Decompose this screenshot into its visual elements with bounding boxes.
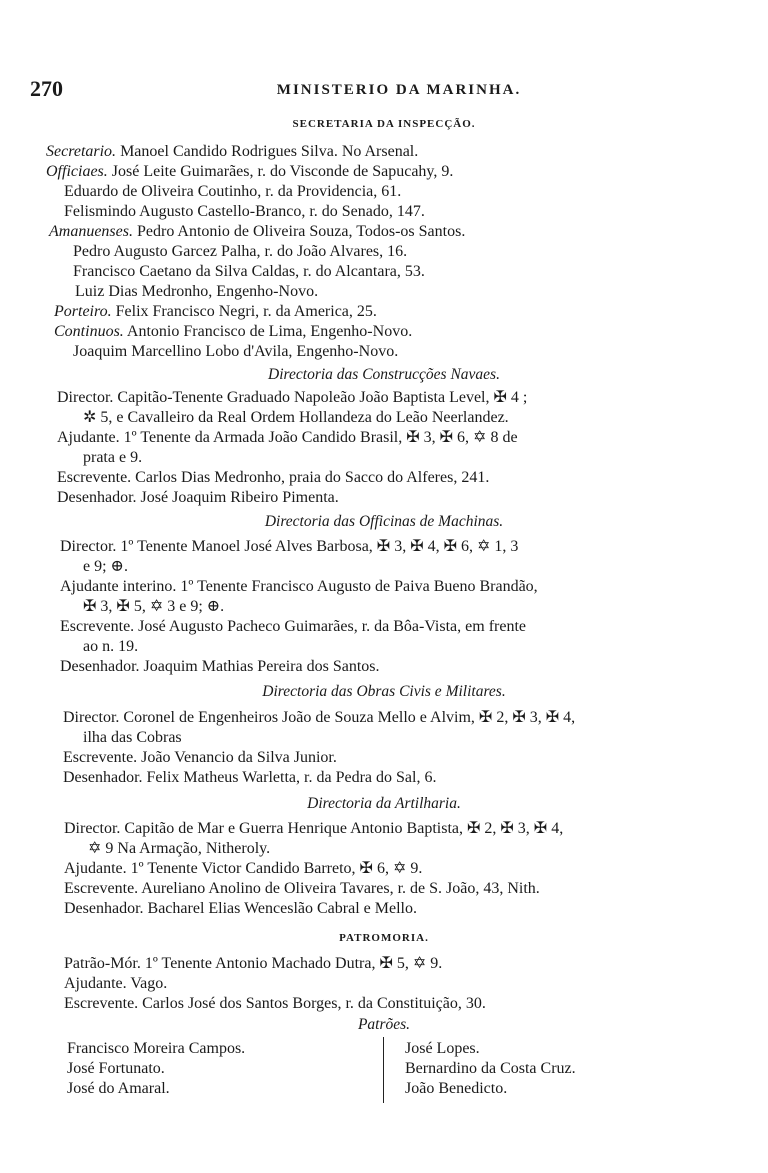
list-item: Bernardino da Costa Cruz. bbox=[405, 1060, 576, 1077]
text-line: Ajudante interino. 1º Tenente Francisco Augusto de Paiva Bueno Brandão, bbox=[60, 578, 538, 595]
section-subtitle: SECRETARIA DA INSPECÇÃO. bbox=[292, 118, 476, 130]
text-line: ✠ 3, ✠ 5, ✡ 3 e 9; ⊕. bbox=[83, 598, 225, 615]
text-line: Escrevente. João Venancio da Silva Junior. bbox=[63, 749, 337, 766]
text-line: e 9; ⊕. bbox=[83, 558, 128, 575]
text-line: Ajudante. 1º Tenente Victor Candido Barreto, ✠ 6, ✡ 9. bbox=[64, 860, 423, 877]
list-item: José do Amaral. bbox=[67, 1080, 170, 1097]
text-line: Ajudante. Vago. bbox=[64, 975, 168, 992]
section-heading: PATROMORIA. bbox=[339, 932, 429, 944]
text-line: ✲ 5, e Cavalleiro da Real Ordem Hollandeza do Leão Neerlandez. bbox=[83, 409, 509, 426]
section-heading: Directoria das Construcções Navaes. bbox=[268, 366, 500, 383]
running-title: MINISTERIO DA MARINHA. bbox=[276, 82, 522, 98]
list-item: João Benedicto. bbox=[405, 1080, 508, 1097]
text-line: Francisco Caetano da Silva Caldas, r. do Alcantara, 53. bbox=[73, 263, 425, 280]
text-line: Escrevente. Carlos José dos Santos Borges, r. da Constituição, 30. bbox=[64, 995, 486, 1012]
text-line: ✡ 9 Na Armação, Nitheroly. bbox=[88, 840, 271, 857]
text-line: Officiaes. José Leite Guimarães, r. do Visconde de Sapucahy, 9. bbox=[46, 163, 454, 180]
text-line: Porteiro. Felix Francisco Negri, r. da America, 25. bbox=[54, 303, 377, 320]
text-line: Escrevente. Carlos Dias Medronho, praia do Sacco do Alferes, 241. bbox=[57, 469, 490, 486]
section-heading: Directoria da Artilharia. bbox=[307, 795, 461, 812]
text-line: prata e 9. bbox=[83, 449, 143, 466]
text-line: Director. Capitão-Tenente Graduado Napoleão João Baptista Level, ✠ 4 ; bbox=[57, 389, 528, 406]
text-line: ilha das Cobras bbox=[83, 729, 182, 746]
section-heading: Directoria das Obras Civis e Militares. bbox=[262, 683, 506, 700]
section-heading: Directoria das Officinas de Machinas. bbox=[264, 513, 504, 530]
text-line: ao n. 19. bbox=[83, 638, 139, 655]
text-line: Joaquim Marcellino Lobo d'Avila, Engenho-Novo. bbox=[73, 343, 399, 360]
text-line: Secretario. Manoel Candido Rodrigues Silva. No Arsenal. bbox=[46, 143, 419, 160]
text-line: Desenhador. José Joaquim Ribeiro Pimenta. bbox=[57, 489, 339, 506]
text-line: Luiz Dias Medronho, Engenho-Novo. bbox=[75, 283, 319, 300]
text-line: Amanuenses. Pedro Antonio de Oliveira Souza, Todos-os Santos. bbox=[49, 223, 466, 240]
text-line: Ajudante. 1º Tenente da Armada João Candido Brasil, ✠ 3, ✠ 6, ✡ 8 de bbox=[57, 429, 518, 446]
list-item: José Lopes. bbox=[405, 1040, 480, 1057]
text-line: Director. 1º Tenente Manoel José Alves Barbosa, ✠ 3, ✠ 4, ✠ 6, ✡ 1, 3 bbox=[60, 538, 519, 555]
list-item: Francisco Moreira Campos. bbox=[67, 1040, 246, 1057]
column-divider bbox=[383, 1037, 384, 1103]
text-line: Eduardo de Oliveira Coutinho, r. da Providencia, 61. bbox=[64, 183, 402, 200]
text-line: Continuos. Antonio Francisco de Lima, Engenho-Novo. bbox=[54, 323, 413, 340]
text-line: Felismindo Augusto Castello-Branco, r. do Senado, 147. bbox=[64, 203, 425, 220]
list-item: José Fortunato. bbox=[67, 1060, 165, 1077]
text-line: Director. Capitão de Mar e Guerra Henrique Antonio Baptista, ✠ 2, ✠ 3, ✠ 4, bbox=[64, 820, 564, 837]
section-heading: Patrões. bbox=[357, 1016, 411, 1033]
text-line: Desenhador. Joaquim Mathias Pereira dos Santos. bbox=[60, 658, 380, 675]
text-line: Director. Coronel de Engenheiros João de Souza Mello e Alvim, ✠ 2, ✠ 3, ✠ 4, bbox=[63, 709, 576, 726]
text-line: Desenhador. Felix Matheus Warletta, r. da Pedra do Sal, 6. bbox=[63, 769, 437, 786]
text-line: Pedro Augusto Garcez Palha, r. do João Alvares, 16. bbox=[73, 243, 408, 260]
text-line: Desenhador. Bacharel Elias Wenceslão Cabral e Mello. bbox=[64, 900, 417, 917]
text-line: Escrevente. José Augusto Pacheco Guimarães, r. da Bôa-Vista, em frente bbox=[60, 618, 526, 635]
text-line: Patrão-Mór. 1º Tenente Antonio Machado Dutra, ✠ 5, ✡ 9. bbox=[64, 955, 443, 972]
page-number: 270 bbox=[30, 76, 63, 101]
text-line: Escrevente. Aureliano Anolino de Oliveira Tavares, r. de S. João, 43, Nith. bbox=[64, 880, 540, 897]
